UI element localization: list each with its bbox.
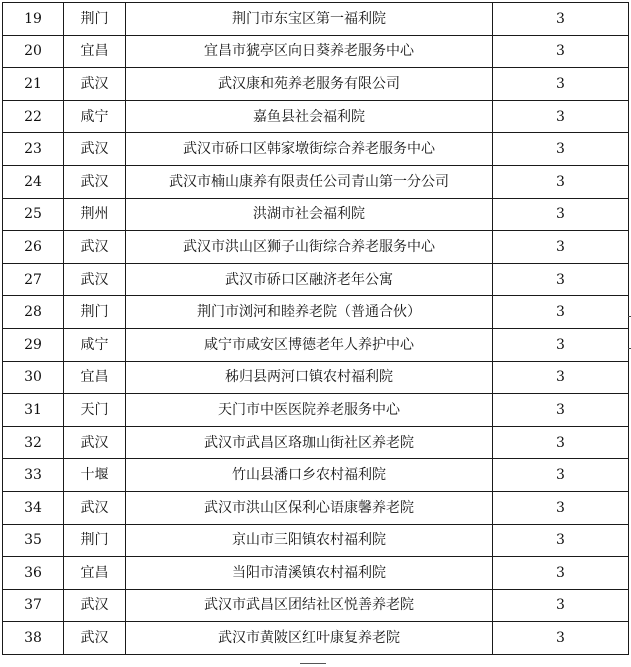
row-number-cell: 28 [3,296,64,329]
table-row [3,198,629,231]
institution-name-cell: 武汉市洪山区狮子山街综合养老服务中心 [126,231,493,264]
count-cell: 3 [493,426,629,459]
table-body [3,3,629,655]
institution-name-cell: 秭归县两河口镇农村福利院 [126,361,493,394]
city-cell: 武汉 [64,133,126,166]
institution-name-cell: 嘉鱼县社会福利院 [126,100,493,133]
institution-name-cell: 武汉市硚口区融济老年公寓 [126,263,493,296]
table-row [3,426,629,459]
count-cell: 3 [493,459,629,492]
count-cell: 3 [493,491,629,524]
row-number-cell: 33 [3,459,64,492]
institution-name-cell: 武汉市黄陂区红叶康复养老院 [126,622,493,655]
table-row [3,491,629,524]
row-number-cell: 34 [3,491,64,524]
count-cell: 3 [493,296,629,329]
row-number-cell: 20 [3,35,64,68]
table-row [3,263,629,296]
table-row [3,328,629,361]
institution-name-cell: 洪湖市社会福利院 [126,198,493,231]
row-number-cell: 32 [3,426,64,459]
city-cell: 咸宁 [64,328,126,361]
count-cell: 3 [493,328,629,361]
row-number-cell: 30 [3,361,64,394]
row-number-cell: 35 [3,524,64,557]
institution-name-cell: 竹山县潘口乡农村福利院 [126,459,493,492]
row-number-cell: 27 [3,263,64,296]
row-number-cell: 37 [3,589,64,622]
city-cell: 荆州 [64,198,126,231]
count-cell: 3 [493,394,629,427]
city-cell: 武汉 [64,589,126,622]
table-row [3,296,629,329]
row-number-cell: 31 [3,394,64,427]
table-row [3,133,629,166]
row-number-cell: 24 [3,165,64,198]
city-cell: 宜昌 [64,361,126,394]
count-cell: 3 [493,524,629,557]
row-number-cell: 25 [3,198,64,231]
city-cell: 武汉 [64,68,126,101]
row-number-cell: 19 [3,3,64,36]
count-cell: 3 [493,198,629,231]
table-row [3,165,629,198]
city-cell: 宜昌 [64,35,126,68]
count-cell: 3 [493,557,629,590]
institution-name-cell: 咸宁市咸安区博德老年人养护中心 [126,328,493,361]
table-row [3,394,629,427]
row-number-cell: 26 [3,231,64,264]
count-cell: 3 [493,622,629,655]
city-cell: 咸宁 [64,100,126,133]
row-number-cell: 21 [3,68,64,101]
count-cell: 3 [493,3,629,36]
row-number-cell: 36 [3,557,64,590]
count-cell: 3 [493,133,629,166]
table-row [3,524,629,557]
table-row [3,35,629,68]
count-cell: 3 [493,263,629,296]
city-cell: 武汉 [64,165,126,198]
bottom-edge-mark [300,663,326,667]
city-cell: 武汉 [64,426,126,459]
count-cell: 3 [493,361,629,394]
city-cell: 荆门 [64,524,126,557]
institution-name-cell: 荆门市浏河和睦养老院（普通合伙） [126,296,493,329]
row-number-cell: 22 [3,100,64,133]
table-row [3,557,629,590]
city-cell: 十堰 [64,459,126,492]
institution-name-cell: 武汉市楠山康养有限责任公司青山第一分公司 [126,165,493,198]
city-cell: 武汉 [64,231,126,264]
table-row [3,100,629,133]
institution-name-cell: 武汉市武昌区珞珈山街社区养老院 [126,426,493,459]
row-number-cell: 29 [3,328,64,361]
count-cell: 3 [493,231,629,264]
institution-name-cell: 荆门市东宝区第一福利院 [126,3,493,36]
row-number-cell: 23 [3,133,64,166]
table-row [3,68,629,101]
count-cell: 3 [493,589,629,622]
institution-name-cell: 武汉市武昌区团结社区悦善养老院 [126,589,493,622]
institution-name-cell: 武汉市洪山区保利心语康馨养老院 [126,491,493,524]
city-cell: 武汉 [64,491,126,524]
city-cell: 宜昌 [64,557,126,590]
institution-name-cell: 宜昌市猇亭区向日葵养老服务中心 [126,35,493,68]
city-cell: 武汉 [64,622,126,655]
table-row [3,589,629,622]
count-cell: 3 [493,68,629,101]
table-row [3,3,629,36]
institution-name-cell: 当阳市清溪镇农村福利院 [126,557,493,590]
row-number-cell: 38 [3,622,64,655]
institution-name-cell: 武汉市硚口区韩家墩街综合养老服务中心 [126,133,493,166]
count-cell: 3 [493,165,629,198]
city-cell: 武汉 [64,263,126,296]
institution-name-cell: 京山市三阳镇农村福利院 [126,524,493,557]
institution-name-cell: 天门市中医医院养老服务中心 [126,394,493,427]
city-cell: 荆门 [64,3,126,36]
table-row [3,361,629,394]
city-cell: 荆门 [64,296,126,329]
table-row [3,622,629,655]
table-row [3,459,629,492]
count-cell: 3 [493,100,629,133]
institution-name-cell: 武汉康和苑养老服务有限公司 [126,68,493,101]
count-cell: 3 [493,35,629,68]
table-row [3,231,629,264]
institution-table [2,2,629,655]
city-cell: 天门 [64,394,126,427]
